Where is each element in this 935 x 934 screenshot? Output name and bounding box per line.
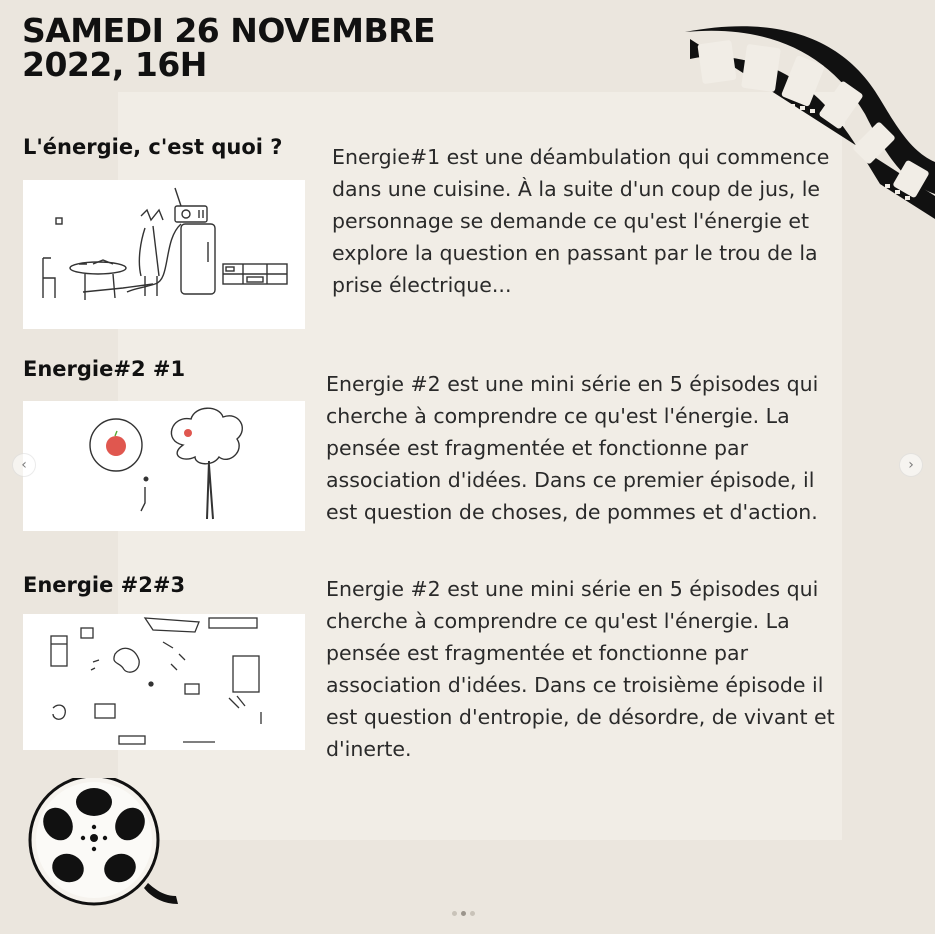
film-reel-icon: [26, 778, 186, 908]
chevron-right-icon: ›: [908, 457, 914, 473]
carousel-dot[interactable]: [452, 911, 457, 916]
carousel-prev-button[interactable]: [12, 453, 36, 477]
carousel-next-button[interactable]: [899, 453, 923, 477]
video-thumbnail-2[interactable]: [23, 401, 305, 531]
video-thumbnail-3[interactable]: [23, 614, 305, 750]
carousel-dot[interactable]: [470, 911, 475, 916]
section-description-1: Energie#1 est une déambulation qui commence dans une cuisine. À la suite d'un coup de jus, le personnage se demande ce qu'est l'énergie et explore la question en passant par le trou de la prise électrique...: [332, 145, 830, 297]
section-description-3: Energie #2 est une mini série en 5 épisodes qui cherche à comprendre ce qu'est l'énergie. La pensée est fragmentée et fonctionne par association d'idées. Dans ce troisième épisode il est question d'entropie, de désordre, de vivant et d'inerte.: [326, 577, 835, 761]
section-title-2: Energie#2 #1: [23, 357, 186, 381]
carousel-pagination: [452, 911, 475, 916]
section-title-1: L'énergie, c'est quoi ?: [23, 135, 283, 159]
section-description-2: Energie #2 est une mini série en 5 épisodes qui cherche à comprendre ce qu'est l'énergie. La pensée est fragmentée et fonctionne par association d'idées. Dans ce premier épisode, il est question de choses, de pommes et d'action.: [326, 372, 819, 524]
title-line-2: 2022, 16H: [22, 45, 207, 84]
chevron-left-icon: ‹: [21, 457, 27, 473]
video-thumbnail-1[interactable]: [23, 180, 305, 329]
title-line-1: SAMEDI 26 NOVEMBRE: [22, 11, 436, 50]
carousel-dot-active[interactable]: [461, 911, 466, 916]
event-date-title: [22, 11, 436, 84]
section-title-3: Energie #2#3: [23, 573, 186, 597]
